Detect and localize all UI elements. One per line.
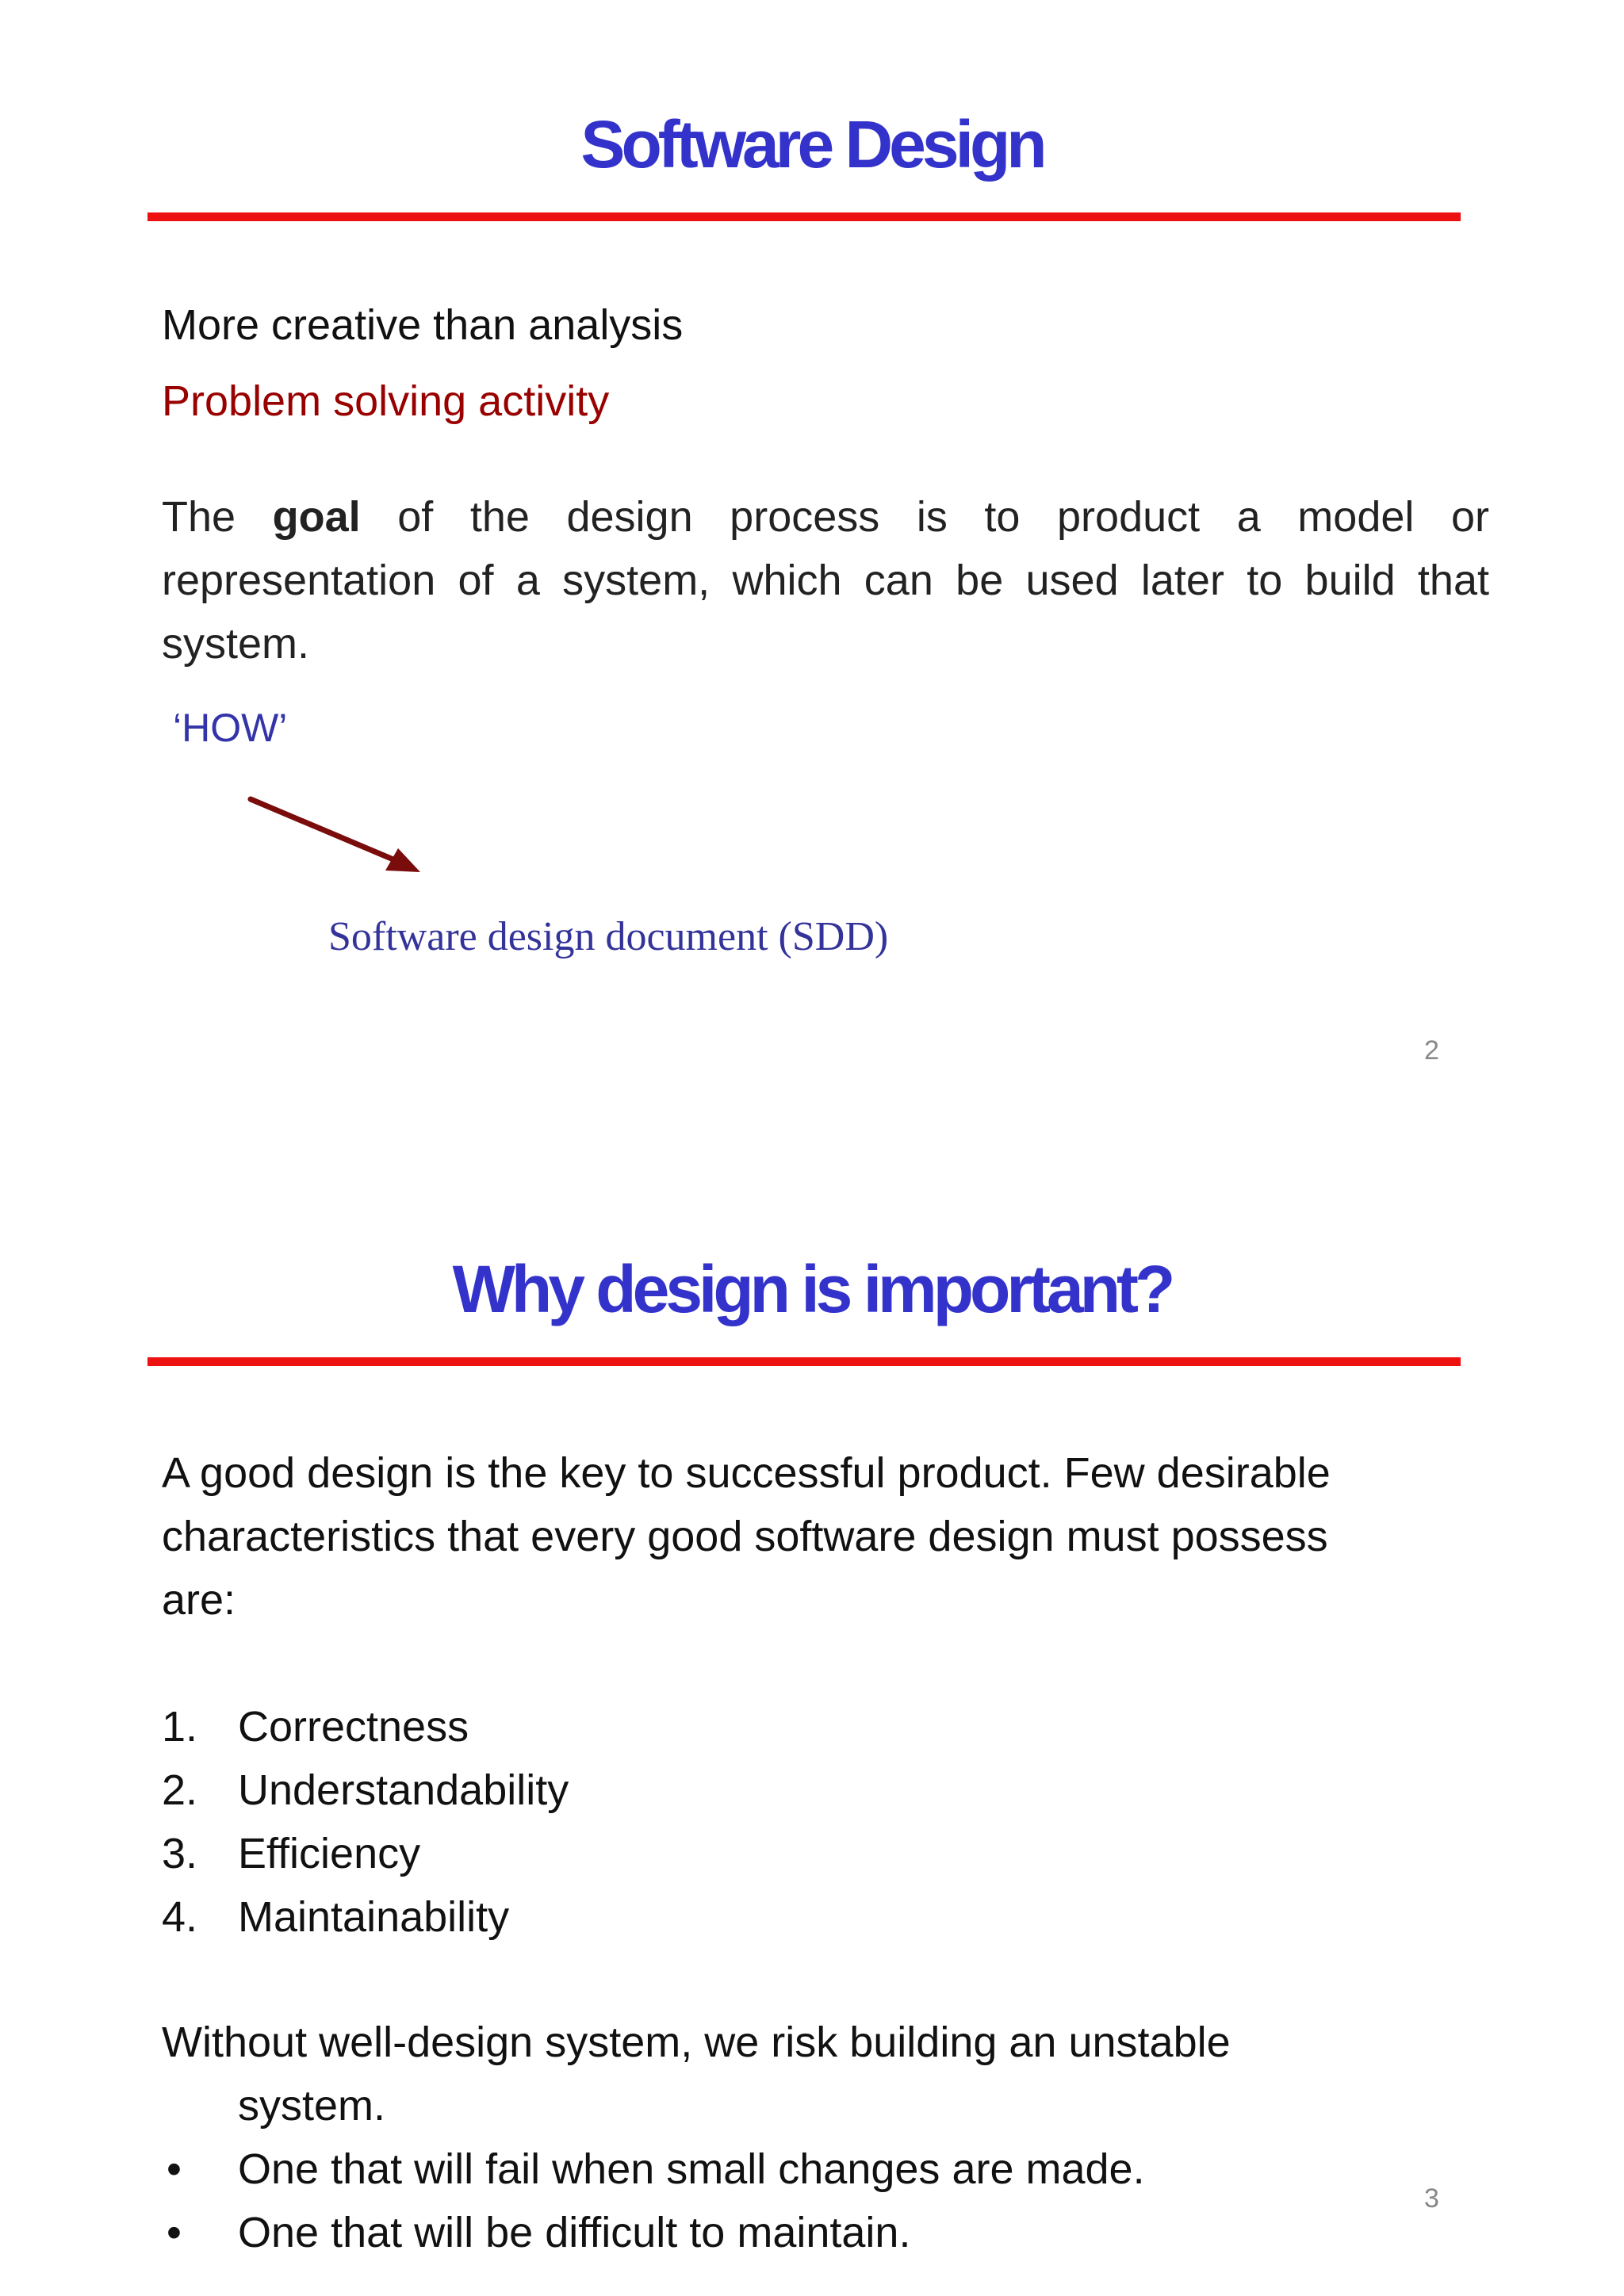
goal-paragraph [162, 485, 1489, 675]
intro-line-2: characteristics that every good software design must possess [162, 1513, 1328, 1560]
list-item-text: Maintainability [238, 1893, 510, 1941]
list-item-text: Correctness [238, 1703, 469, 1751]
bullet-text: One that will fail when small changes are made. [238, 2145, 1145, 2193]
bullet-icon: • [167, 2209, 182, 2256]
risk-line-2: system. [238, 2082, 386, 2130]
list-marker: 1. [162, 1703, 198, 1751]
list-item-text: Efficiency [238, 1830, 421, 1877]
slide-title: Software Design [580, 107, 1044, 182]
page-number: 3 [1424, 2183, 1439, 2214]
text-line-problem-solving: Problem solving activity [162, 377, 610, 425]
intro-line-3: are: [162, 1576, 236, 1624]
goal-keyword: goal [272, 493, 361, 541]
slide-title: Why design is important? [452, 1252, 1172, 1326]
goal-prefix: The [162, 493, 236, 541]
slide-why-design [0, 1148, 1624, 2296]
list-marker: 3. [162, 1830, 198, 1877]
page-number: 2 [1424, 1035, 1439, 1066]
text-line-creative: More creative than analysis [162, 301, 684, 349]
title-divider [147, 212, 1461, 221]
sdd-label: Software design document (SDD) [328, 914, 889, 959]
intro-line-1: A good design is the key to successful product. Few desirable [162, 1449, 1331, 1497]
how-label: ‘HOW’ [173, 706, 288, 750]
bullet-icon: • [167, 2145, 182, 2193]
goal-rest: of the design process is to product a model or representation of a system, which can be used later to build that system. [162, 493, 1489, 668]
list-marker: 4. [162, 1893, 198, 1941]
bullet-text: One that will be difficult to maintain. [238, 2209, 911, 2256]
risk-line-1: Without well-design system, we risk building an unstable [162, 2019, 1231, 2066]
list-marker: 2. [162, 1766, 198, 1814]
list-item-text: Understandability [238, 1766, 569, 1814]
title-divider [147, 1357, 1461, 1366]
arrow-icon [238, 785, 444, 888]
